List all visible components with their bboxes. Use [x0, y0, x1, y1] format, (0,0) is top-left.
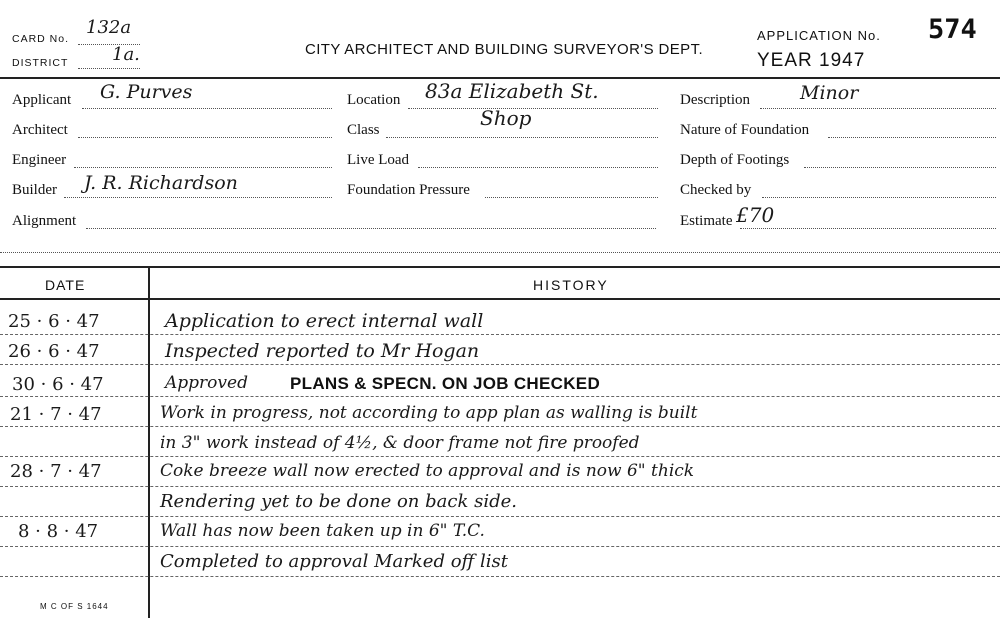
live-load-label: Live Load: [347, 152, 410, 168]
foundation-pressure-line: [485, 197, 658, 198]
applicant-value: G. Purves: [100, 81, 193, 103]
location-line: [408, 108, 658, 109]
row-date: 28 · 7 · 47: [10, 461, 102, 482]
department-title: CITY ARCHITECT AND BUILDING SURVEYOR'S DEPT.: [305, 41, 704, 58]
card-no-value: 132a: [86, 17, 132, 38]
row-date: 25 · 6 · 47: [8, 311, 100, 332]
fields-bottom-line: [0, 252, 1000, 253]
date-column-divider: [148, 268, 150, 618]
row-date: 30 · 6 · 47: [12, 374, 104, 395]
alignment-label: Alignment: [12, 213, 77, 229]
row-date: 8 · 8 · 47: [18, 521, 99, 542]
row-history: in 3" work instead of 4½, & door frame not fire proofed: [160, 433, 640, 453]
row-rule: [0, 456, 1000, 457]
form-code: M C OF S 1644: [40, 602, 109, 611]
row-history: Completed to approval Marked off list: [160, 551, 508, 572]
class-line: [386, 137, 658, 138]
alignment-line: [86, 228, 656, 229]
engineer-label: Engineer: [12, 152, 67, 168]
builder-line: [64, 197, 332, 198]
district-value: 1a.: [112, 44, 140, 65]
row-rule: [0, 334, 1000, 335]
district-line: [78, 68, 140, 69]
row-date: 26 · 6 · 47: [8, 341, 100, 362]
location-value: 83a Elizabeth St.: [425, 79, 599, 103]
estimate-line: [740, 228, 996, 229]
applicant-label: Applicant: [12, 92, 72, 108]
description-line: [760, 108, 996, 109]
application-no-label: APPLICATION No.: [757, 28, 881, 43]
estimate-value: £70: [736, 203, 775, 227]
engineer-line: [74, 167, 332, 168]
description-label: Description: [680, 92, 750, 108]
checked-by-label: Checked by: [680, 182, 752, 198]
location-label: Location: [347, 92, 401, 108]
depth-of-footings-line: [804, 167, 996, 168]
builder-label: Builder: [12, 182, 57, 198]
nature-of-foundation-label: Nature of Foundation: [680, 122, 810, 138]
foundation-pressure-label: Foundation Pressure: [347, 182, 470, 198]
builder-value: J. R. Richardson: [84, 172, 238, 194]
row-rule: [0, 516, 1000, 517]
row-history: Coke breeze wall now erected to approval and is now 6" thick: [160, 461, 695, 481]
applicant-line: [82, 108, 332, 109]
header-bottom-rule: [0, 298, 1000, 300]
row-history: Wall has now been taken up in 6" T.C.: [160, 521, 485, 541]
row-history: Rendering yet to be done on back side.: [160, 491, 517, 512]
live-load-line: [418, 167, 658, 168]
estimate-label: Estimate: [680, 213, 733, 229]
architect-label: Architect: [12, 122, 68, 138]
depth-of-footings-label: Depth of Footings: [680, 152, 790, 168]
card-no-label: CARD No.: [12, 33, 70, 45]
table-top-rule: [0, 266, 1000, 268]
history-column-header: HISTORY: [533, 277, 609, 293]
row-rule: [0, 576, 1000, 577]
description-value: Minor: [800, 82, 859, 104]
row-rule: [0, 486, 1000, 487]
row-history: Approved: [165, 373, 248, 393]
row-history: Inspected reported to Mr Hogan: [165, 340, 480, 362]
nature-of-foundation-line: [828, 137, 996, 138]
district-label: DISTRICT: [12, 57, 69, 69]
row-date: 21 · 7 · 47: [10, 404, 102, 425]
row-rule: [0, 364, 1000, 365]
row-rule: [0, 546, 1000, 547]
row-history: Work in progress, not according to app plan as walling is built: [160, 403, 698, 423]
row-rule: [0, 396, 1000, 397]
class-label: Class: [347, 122, 380, 138]
class-value: Shop: [480, 106, 532, 130]
row-history: Application to erect internal wall: [165, 310, 484, 332]
application-no-value: 574: [928, 14, 977, 45]
date-column-header: DATE: [45, 277, 86, 293]
year-label: YEAR 1947: [757, 50, 866, 71]
row-rule: [0, 426, 1000, 427]
approval-stamp: PLANS & SPECN. ON JOB CHECKED: [290, 374, 601, 393]
checked-by-line: [762, 197, 996, 198]
architect-line: [78, 137, 332, 138]
